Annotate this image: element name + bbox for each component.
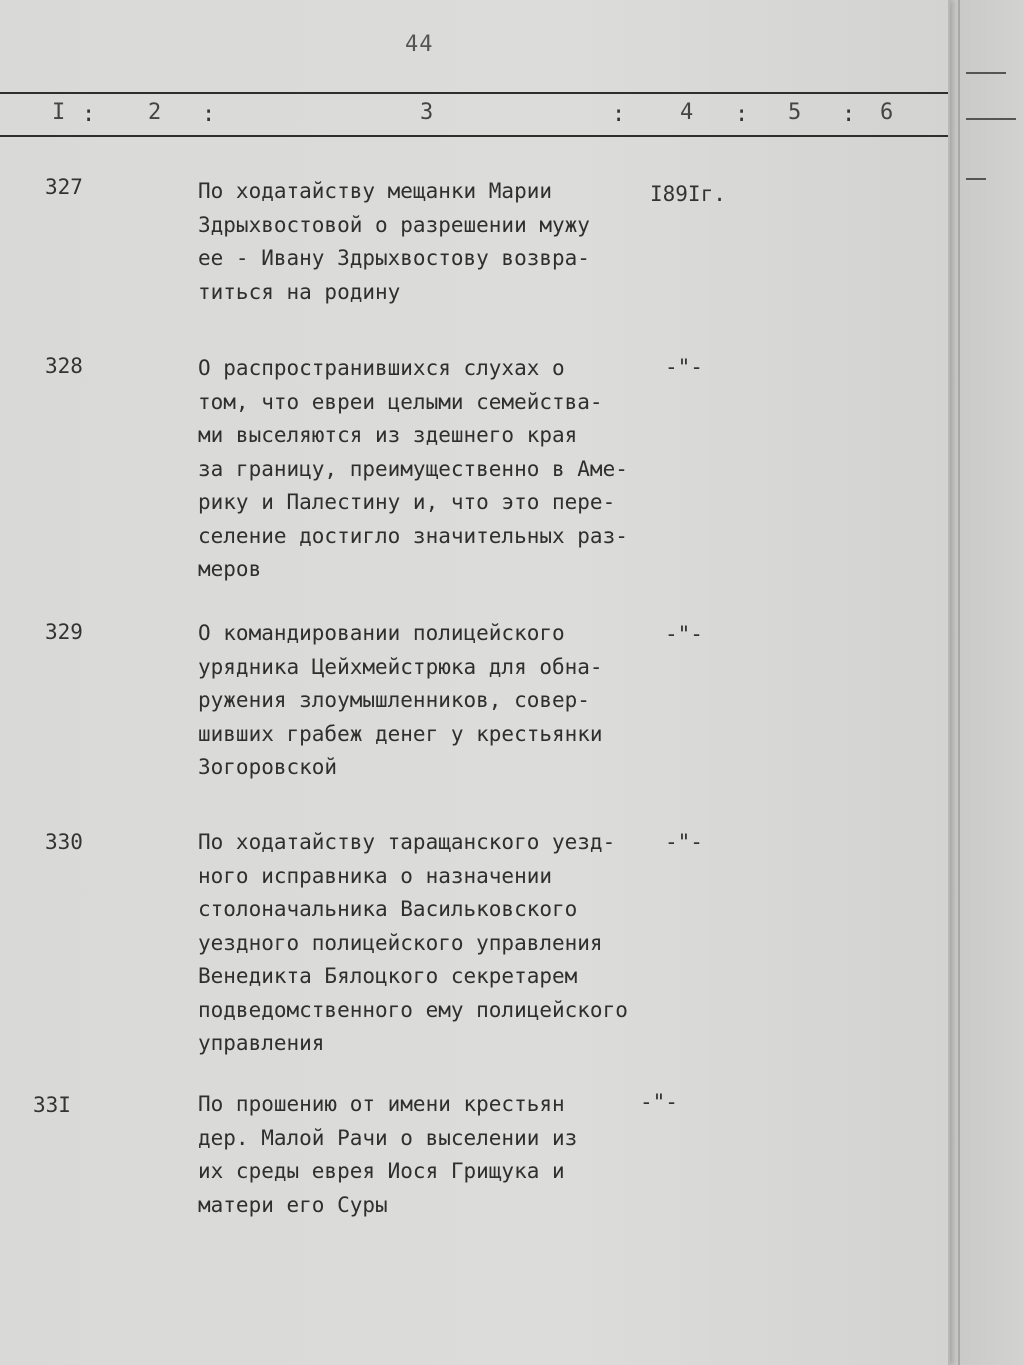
entry-line: селение достигло значительных раз- (198, 523, 628, 548)
entry-line: урядника Цейхмейстрюка для обна- (198, 654, 603, 679)
entry-number: 330 (45, 830, 83, 854)
entry-year: -"- (665, 622, 703, 646)
entry-number: 329 (45, 620, 83, 644)
entry-line: матери его Суры (198, 1192, 388, 1217)
entry-line: Зогоровской (198, 755, 338, 779)
entry-line: ми выселяются из здешнего края (198, 423, 578, 447)
entry-line: том, что евреи целыми семейства- (198, 389, 603, 414)
entry-line: уездного полицейского управления (198, 930, 603, 955)
entry-line: меров (198, 557, 262, 581)
underlying-sheet-edge (958, 0, 968, 1365)
entry-line: По ходатайству мещанки Марии (198, 179, 553, 203)
entry-line: их среды еврея Иося Грищука и (198, 1159, 565, 1183)
entry-line: По прошению от имени крестьян (198, 1092, 565, 1116)
entry-year: I89Iг. (650, 182, 726, 206)
entry-description (198, 352, 668, 587)
entry-line: за границу, преимущественно в Аме- (198, 456, 628, 481)
entry-number: 33I (33, 1093, 71, 1117)
entry-line: По ходатайству таращанского уезд- (198, 830, 616, 854)
column-header-3: 3 (420, 100, 434, 125)
header-bottom-rule (0, 135, 948, 137)
margin-tick (966, 178, 986, 180)
column-header-5: 5 (788, 100, 802, 125)
entry-line: титься на родину (198, 279, 401, 304)
page-number: 44 (405, 32, 434, 57)
entry-description (198, 826, 668, 1061)
header-top-rule (0, 92, 948, 94)
entry-line: О распространившихся слухах о (198, 356, 565, 380)
entry-line: шивших грабеж денег у крестьянки (198, 721, 603, 746)
margin-tick (966, 118, 1016, 120)
entry-year: -"- (665, 830, 703, 854)
entry-line: столоначальника Васильковского (198, 897, 578, 921)
entry-description (198, 175, 668, 309)
column-header-1: I (52, 100, 66, 125)
entry-line: ее - Ивану Здрыхвостову возвра- (198, 246, 590, 270)
entry-line: ружения злоумышленников, совер- (198, 688, 590, 712)
entry-year: -"- (640, 1090, 678, 1114)
entry-line: дер. Малой Рачи о выселении из (198, 1125, 578, 1150)
entry-year: -"- (665, 355, 703, 379)
column-separator: : (202, 102, 216, 127)
column-header-6: 6 (880, 100, 894, 125)
entry-line: подведомственного ему полицейского (198, 997, 628, 1022)
entry-line: Венедикта Бялоцкого секретарем (198, 964, 578, 988)
entry-line: управления (198, 1031, 325, 1055)
entry-line: ного исправника о назначении (198, 863, 553, 888)
entry-line: Здрыхвостовой о разрешении мужу (198, 212, 590, 237)
entry-number: 328 (45, 354, 83, 378)
entry-description (198, 1088, 668, 1222)
column-header-2: 2 (148, 100, 162, 125)
column-header-4: 4 (680, 100, 694, 125)
entry-line: рику и Палестину и, что это пере- (198, 490, 616, 514)
column-separator: : (735, 102, 749, 127)
margin-tick (966, 72, 1006, 74)
entry-line: О командировании полицейского (198, 621, 565, 645)
column-separator: : (82, 102, 96, 127)
column-separator: : (612, 102, 626, 127)
entry-description (198, 617, 668, 785)
entry-number: 327 (45, 175, 83, 199)
column-separator: : (842, 102, 856, 127)
